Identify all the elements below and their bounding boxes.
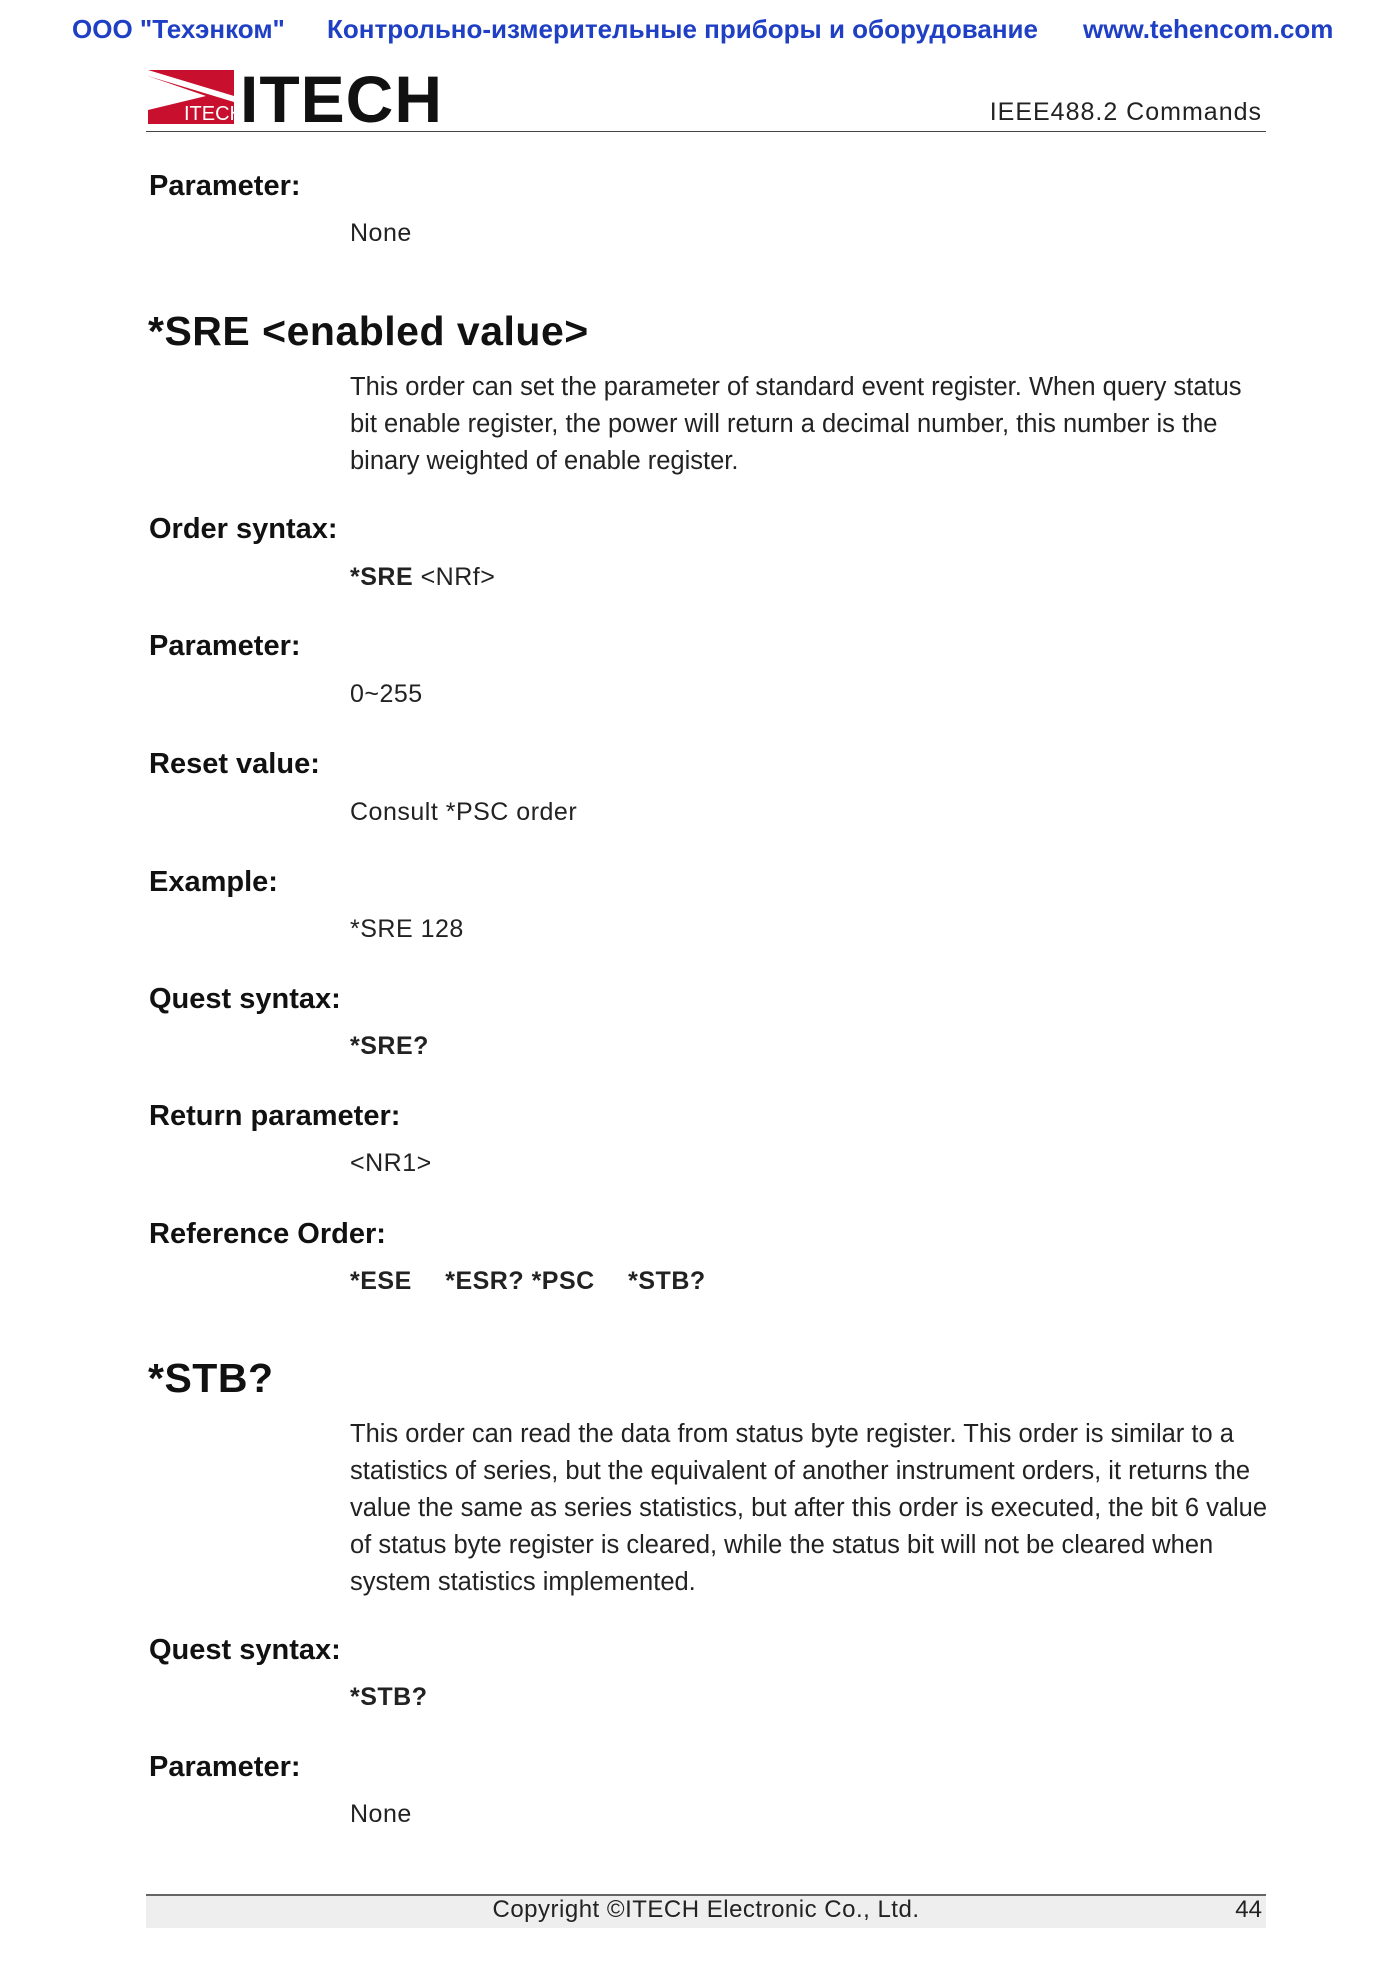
quest-syntax-label: Quest syntax: xyxy=(149,983,341,1015)
stb-parameter-value: None xyxy=(350,1800,412,1828)
sre-heading: *SRE <enabled value> xyxy=(148,308,589,354)
logo-wordmark: ITECH xyxy=(240,66,443,128)
page-header xyxy=(146,66,1266,132)
stb-quest-syntax-value: *STB? xyxy=(350,1683,428,1711)
company-name: ООО "Техэнком" xyxy=(72,14,285,44)
quest-syntax-value: *SRE? xyxy=(350,1032,429,1060)
section-title: IEEE488.2 Commands xyxy=(989,98,1262,126)
sre-parameter-value: 0~255 xyxy=(350,680,423,708)
return-parameter-label: Return parameter: xyxy=(149,1100,401,1132)
return-parameter-value: <NR1> xyxy=(350,1149,432,1177)
sre-description: This order can set the parameter of standard event register. When query status bit enable register, the power will return a decimal number, this number is the binary weighted of enable register. xyxy=(350,373,1242,475)
order-syntax-label: Order syntax: xyxy=(149,513,338,545)
example-value: *SRE 128 xyxy=(350,915,464,943)
stb-parameter-label: Parameter: xyxy=(149,1751,301,1783)
stb-heading: *STB? xyxy=(148,1355,274,1401)
footer-copyright: Copyright ©ITECH Electronic Co., Ltd. xyxy=(492,1896,920,1923)
reference-order-list xyxy=(350,1267,732,1296)
logo-small-text: ITECH xyxy=(184,103,244,125)
reference-order-label: Reference Order: xyxy=(149,1218,386,1250)
itech-logo xyxy=(146,66,466,128)
stb-description: This order can read the data from status byte register. This order is similar to a statistics of series, but the equivalent of another instrument orders, it returns the value the same as series statistics, but after this order is executed, the bit 6 value of status byte register is cleared, while the status bit will not be cleared when system statistics implemented. xyxy=(350,1420,1268,1596)
stb-quest-syntax-label: Quest syntax: xyxy=(149,1634,341,1666)
parameter-label: Parameter: xyxy=(149,170,301,202)
reset-value-label: Reset value: xyxy=(149,748,320,780)
order-syntax-command: *SRE xyxy=(350,563,414,591)
header-divider xyxy=(146,131,1266,132)
reference-item[interactable]: *STB? xyxy=(628,1267,706,1295)
reference-item[interactable]: *ESE xyxy=(350,1267,412,1295)
example-label: Example: xyxy=(149,866,278,898)
reference-item[interactable]: *ESR? *PSC xyxy=(445,1267,595,1295)
sre-parameter-label: Parameter: xyxy=(149,630,301,662)
order-syntax-argument: <NRf> xyxy=(413,563,496,591)
page-number: 44 xyxy=(1235,1896,1262,1923)
order-syntax-value xyxy=(350,563,495,592)
website-link[interactable]: www.tehencom.com xyxy=(1083,14,1334,44)
company-tagline: Контрольно-измерительные приборы и оборудование xyxy=(327,14,1038,44)
reset-value: Consult *PSC order xyxy=(350,798,578,826)
parameter-value: None xyxy=(350,219,412,247)
